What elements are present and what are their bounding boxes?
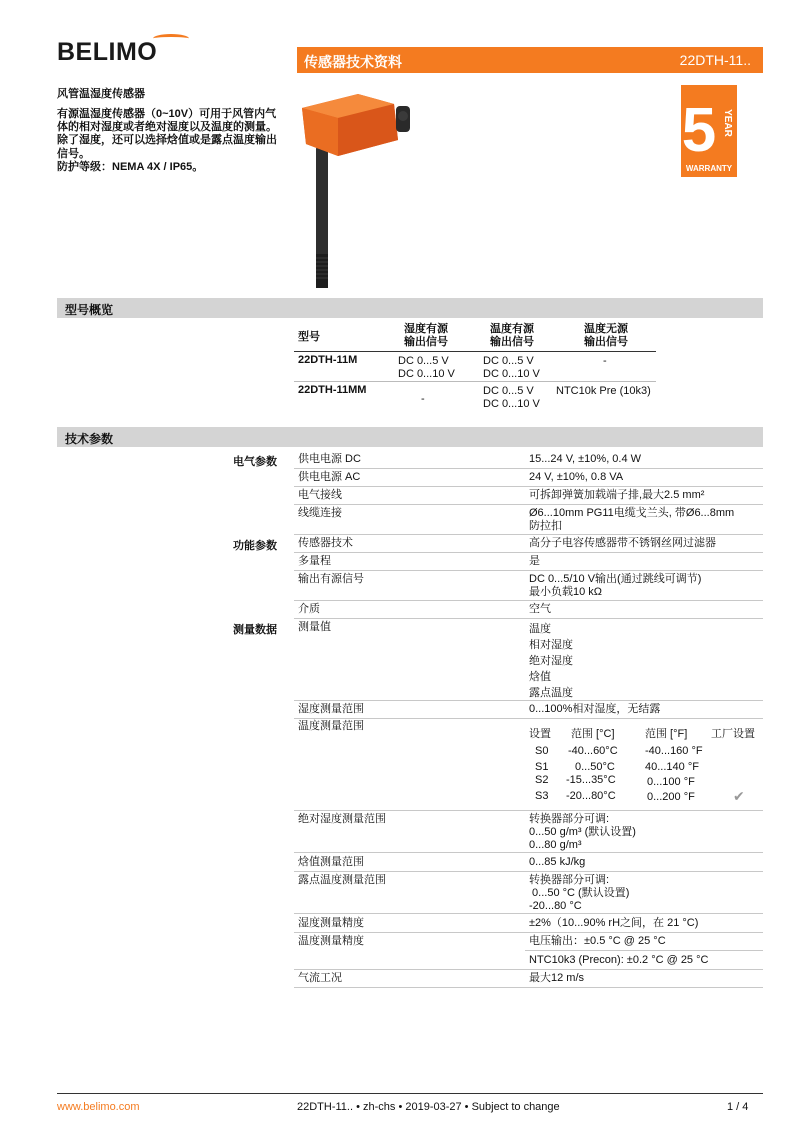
spec-value: 15...24 V, ±10%, 0.4 W xyxy=(529,453,642,465)
row-divider xyxy=(294,504,763,505)
spec-value: 是 xyxy=(529,555,540,567)
col-humidity-active: 湿度有源 输出信号 xyxy=(404,323,448,348)
row-divider xyxy=(294,932,763,933)
spec-label: 供电电源 DC xyxy=(298,453,361,465)
spec-label: 传感器技术 xyxy=(298,537,353,549)
spec-value: DC 0...5/10 V输出(通过跳线可调节) 最小负载10 kΩ xyxy=(529,573,702,598)
range-f: -40...160 °F xyxy=(645,745,703,757)
spec-label: 供电电源 AC xyxy=(298,471,361,483)
col-model: 型号 xyxy=(298,331,320,343)
spec-label: 线缆连接 xyxy=(298,507,342,519)
product-image xyxy=(298,86,428,291)
row1-temp-active: DC 0...5 V DC 0...10 V xyxy=(483,355,540,380)
row-divider xyxy=(294,987,763,988)
section-overview: 型号概览 xyxy=(57,298,763,318)
range-f: 0...100 °F xyxy=(647,776,695,788)
spec-label: 电气接线 xyxy=(298,489,342,501)
spec-label: 焓值测量范围 xyxy=(298,856,364,868)
spec-value: 0...100%相对湿度，无结露 xyxy=(529,703,661,715)
spec-label: 露点温度测量范围 xyxy=(298,874,386,886)
intro-body xyxy=(57,108,285,174)
spec-value: 24 V, ±10%, 0.8 VA xyxy=(529,471,624,483)
row-divider xyxy=(294,600,763,601)
range-c: 0...50°C xyxy=(575,761,615,773)
warranty-number: 5 xyxy=(681,96,717,165)
footer-page-number: 1 / 4 xyxy=(727,1101,749,1113)
row1-humidity: DC 0...5 V DC 0...10 V xyxy=(398,355,455,380)
spec-label: 多量程 xyxy=(298,555,331,567)
row-divider xyxy=(294,618,763,619)
spec-value: 空气 xyxy=(529,603,551,615)
range-set: S3 xyxy=(535,790,549,802)
col-temp-passive: 温度无源 输出信号 xyxy=(584,323,628,348)
cat-function: 功能参数 xyxy=(233,540,277,552)
spec-label: 温度测量精度 xyxy=(298,935,364,947)
spec-value: 最大12 m/s xyxy=(529,972,585,984)
footer-doc-info: 22DTH-11.. • zh-chs • 2019-03-27 • Subject to change xyxy=(297,1101,560,1113)
row2-temp-passive: NTC10k Pre (10k3) xyxy=(556,385,651,397)
row1-temp-passive: - xyxy=(603,355,607,367)
row-divider xyxy=(294,570,763,571)
spec-value: 可拆卸弹簧加载端子排,最大2.5 mm² xyxy=(529,489,705,501)
footer-divider xyxy=(57,1093,763,1094)
spec-value: ±2%（10...90% rH之间，在 21 °C) xyxy=(529,917,699,929)
section-tech: 技术参数 xyxy=(57,427,763,447)
cat-electrical: 电气参数 xyxy=(233,456,277,468)
spec-label: 测量值 xyxy=(298,621,331,633)
spec-label: 绝对湿度测量范围 xyxy=(298,813,386,825)
logo-accent-icon xyxy=(153,34,189,43)
brand-name: BELIMO xyxy=(57,38,158,66)
spec-value: 电压输出：±0.5 °C @ 25 °C xyxy=(529,935,666,947)
range-header-factory: 工厂设置 xyxy=(711,728,755,740)
table-header-line xyxy=(294,351,656,352)
row-divider xyxy=(294,534,763,535)
spec-value: 转换器部分可调: 0...50 °C (默认设置) -20...80 °C xyxy=(529,874,630,912)
warranty-label: WARRANTY xyxy=(685,164,733,173)
row-divider xyxy=(294,700,763,701)
spec-value: Ø6...10mm PG11电缆戈兰头, 带Ø6...8mm 防拉扣 xyxy=(529,507,735,532)
doc-title: 传感器技术资料 xyxy=(304,54,402,70)
row2-humidity: - xyxy=(421,393,425,405)
range-c: -15...35°C xyxy=(566,774,616,786)
row-divider xyxy=(294,913,763,914)
intro-protection: 防护等级：NEMA 4X / IP65。 xyxy=(57,160,204,173)
spec-label: 湿度测量精度 xyxy=(298,917,364,929)
header-bar xyxy=(297,47,763,73)
row-divider xyxy=(294,718,763,719)
warranty-badge xyxy=(681,85,737,177)
row1-model: 22DTH-11M xyxy=(298,354,358,366)
spec-value: 转换器部分可调: 0...50 g/m³ (默认设置) 0...80 g/m³ xyxy=(529,813,636,851)
row-divider xyxy=(294,852,763,853)
row-divider xyxy=(525,950,763,951)
row-divider xyxy=(294,969,763,970)
intro-title: 风管温湿度传感器 xyxy=(57,88,145,100)
row-divider xyxy=(294,810,763,811)
doc-model: 22DTH-11.. xyxy=(679,52,751,68)
row-divider xyxy=(294,468,763,469)
row2-temp-active: DC 0...5 V DC 0...10 V xyxy=(483,385,540,410)
spec-label: 介质 xyxy=(298,603,320,615)
factory-default-check-icon: ✔ xyxy=(733,788,745,804)
range-c: -40...60°C xyxy=(568,745,618,757)
range-header-set: 设置 xyxy=(529,728,551,740)
spec-label: 湿度测量范围 xyxy=(298,703,364,715)
row-divider xyxy=(294,871,763,872)
spec-value: 高分子电容传感器带不锈钢丝网过滤器 xyxy=(529,537,716,549)
range-f: 0...200 °F xyxy=(647,791,695,803)
spec-value: 0...85 kJ/kg xyxy=(529,856,586,868)
brand-logo xyxy=(57,38,157,67)
range-set: S2 xyxy=(535,774,549,786)
row-divider xyxy=(294,486,763,487)
spec-label: 温度测量范围 xyxy=(298,720,364,732)
spec-value: NTC10k3 (Precon): ±0.2 °C @ 25 °C xyxy=(529,954,709,966)
range-header-f: 范围 [°F] xyxy=(645,728,688,740)
row-divider xyxy=(294,552,763,553)
range-set: S1 xyxy=(535,761,549,773)
spec-value: 温度 相对湿度 绝对湿度 焓值 露点温度 xyxy=(529,623,573,699)
range-c: -20...80°C xyxy=(566,790,616,802)
warranty-year: YEAR xyxy=(722,109,733,137)
intro-description: 有源温湿度传感器（0~10V）可用于风管内气体的相对湿度或者绝对湿度以及温度的测量。除了湿度，还可以选择焓值或是露点温度输出信号。 xyxy=(57,108,277,160)
table-row-line xyxy=(294,381,656,382)
col-temp-active: 温度有源 输出信号 xyxy=(490,323,534,348)
spec-label: 输出有源信号 xyxy=(298,573,364,585)
range-set: S0 xyxy=(535,745,549,757)
spec-label: 气流工况 xyxy=(298,972,342,984)
footer-url-link[interactable]: www.belimo.com xyxy=(57,1101,140,1113)
range-f: 40...140 °F xyxy=(645,761,699,773)
range-header-c: 范围 [°C] xyxy=(571,728,615,740)
row2-model: 22DTH-11MM xyxy=(298,384,367,396)
cat-measure: 测量数据 xyxy=(233,624,277,636)
